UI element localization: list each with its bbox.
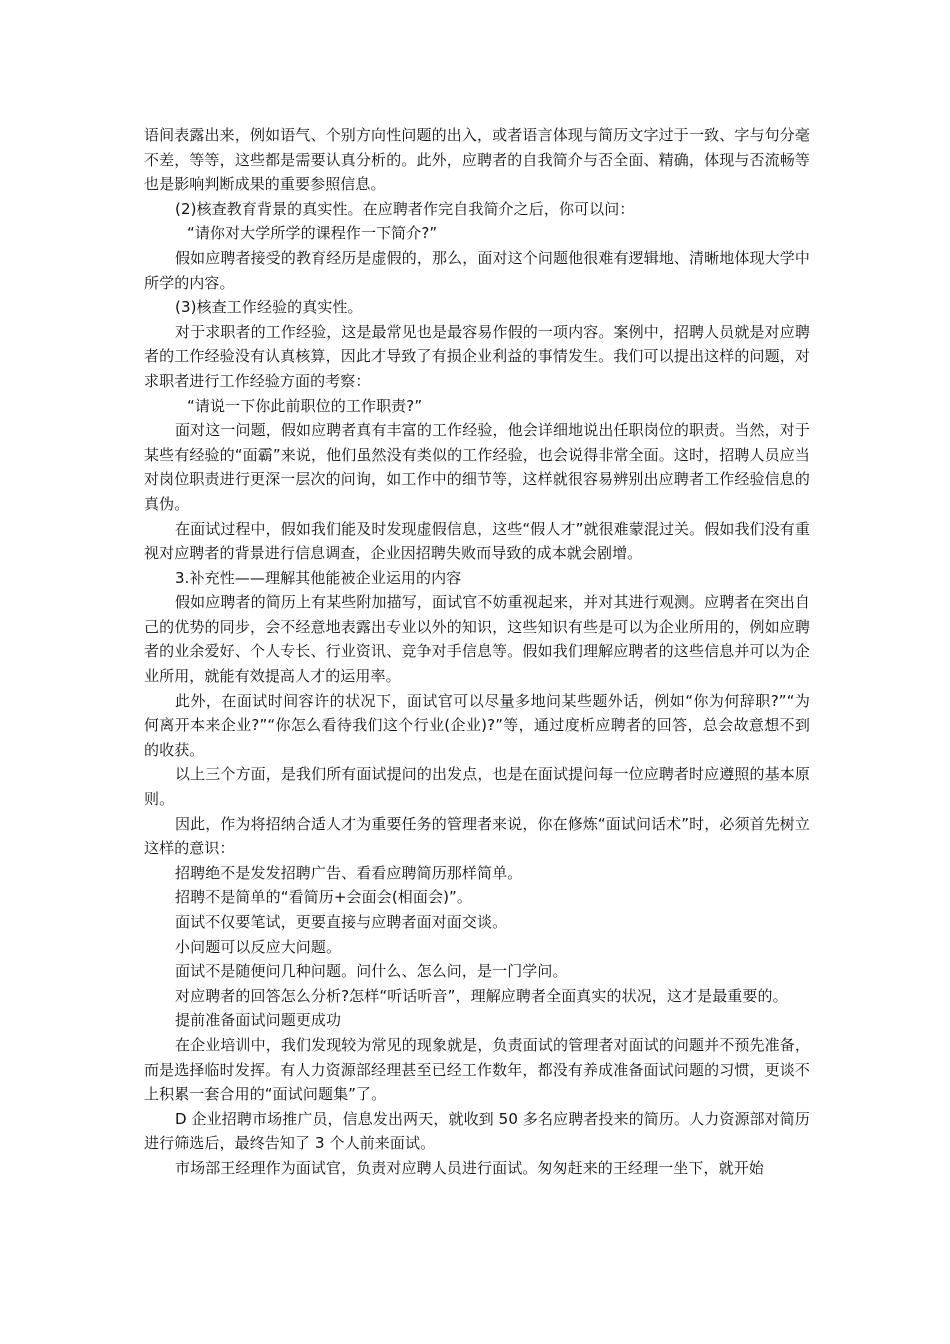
paragraph-list-item: 招聘不是简单的“看简历+会面会(相面会)”。	[175, 888, 473, 907]
paragraph: 因此，作为将招纳合适人才为重要任务的管理者来说，你在修炼“面试问话术”时，必须首先树立这样的意识：	[144, 814, 810, 858]
paragraph: 面对这一问题，假如应聘者真有丰富的工作经验，他会详细地说出任职岗位的职责。当然，对于某些有经验的“面霸”来说，他们虽然没有类似的工作经验，也会说得非常全面。这时，招聘人员应当对岗位职责进行更深一层次的问询，如工作中的细节等，这样就很容易辨别出应聘者工作经验信息的真伪。	[144, 421, 810, 513]
paragraph: 对于求职者的工作经验，这是最常见也是最容易作假的一项内容。案例中，招聘人员就是对应聘者的工作经验没有认真核算，因此才导致了有损企业利益的事情发生。我们可以提出这样的问题，对求职者进行工作经验方面的考察：	[144, 322, 810, 390]
paragraph-list-item: 面试不是随便问几种问题。问什么、怎么问，是一门学问。	[175, 962, 568, 981]
paragraph: D 企业招聘市场推广员，信息发出两天，就收到 50 多名应聘者投来的简历。人力资源部对简历进行筛选后，最终告知了 3 个人前来面试。	[144, 1109, 810, 1153]
paragraph: 在面试过程中，假如我们能及时发现虚假信息，这些“假人才”就很难蒙混过关。假如我们没有重视对应聘者的背景进行信息调查，企业因招聘失败而导致的成本就会剧增。	[144, 519, 810, 563]
paragraph-quote: “请说一下你此前职位的工作职责?”	[187, 396, 423, 415]
paragraph-quote: “请你对大学所学的课程作一下简介?”	[187, 224, 438, 243]
paragraph-heading: (3)核查工作经验的真实性。	[175, 298, 363, 317]
paragraph: 假如应聘者接受的教育经历是虚假的，那么，面对这个问题他很难有逻辑地、清晰地体现大学中所学的内容。	[144, 248, 810, 292]
paragraph-list-item: 面试不仅要笔试，更要直接与应聘者面对面交谈。	[175, 913, 508, 931]
paragraph: 此外，在面试时间容许的状况下，面试官可以尽量多地问某些题外话，例如“你为何辞职?”“为何离开本来企业?”“你怎么看待我们这个行业(企业)?”等，通过度析应聘者的回答，总会故意想不到的收获。	[144, 691, 810, 759]
paragraph: 以上三个方面，是我们所有面试提问的出发点，也是在面试提问每一位应聘者时应遵照的基本原则。	[144, 765, 810, 809]
paragraph-heading: 提前准备面试问题更成功	[175, 1011, 342, 1030]
paragraph-list-item: 小问题可以反应大问题。	[175, 937, 342, 956]
paragraph: 市场部王经理作为面试官，负责对应聘人员进行面试。匆匆赶来的王经理一坐下，就开始	[175, 1158, 764, 1177]
paragraph-heading: 3.补充性——理解其他能被企业运用的内容	[175, 568, 462, 587]
document-body	[144, 123, 810, 1181]
paragraph-list-item: 对应聘者的回答怎么分析?怎样“听话听音”，理解应聘者全面真实的状况，这才是最重要的。	[175, 986, 788, 1005]
paragraph-list-item: 招聘绝不是发发招聘广告、看看应聘简历那样简单。	[175, 863, 523, 882]
paragraph: 语间表露出来，例如语气、个别方向性问题的出入，或者语言体现与简历文字过于一致、字与句分毫不差，等等，这些都是需要认真分析的。此外，应聘者的自我简介与否全面、精确，体现与否流畅等也是影响判断成果的重要参照信息。	[144, 126, 810, 194]
paragraph: (2)核查教育背景的真实性。在应聘者作完自我简介之后，你可以问：	[175, 199, 635, 218]
paragraph: 假如应聘者的简历上有某些附加描写，面试官不妨重视起来，并对其进行观测。应聘者在突出自己的优势的同步，会不经意地表露出专业以外的知识，这些知识有些是可以为企业所用的，例如应聘者的业余爱好、个人专长、行业资讯、竞争对手信息等。假如我们理解应聘者的这些信息并可以为企业所用，就能有效提高人才的运用率。	[144, 593, 810, 686]
paragraph: 在企业培训中，我们发现较为常见的现象就是，负责面试的管理者对面试的问题并不预先准备，而是选择临时发挥。有人力资源部经理甚至已经工作数年，都没有养成准备面试问题的习惯，更谈不上积累一套合用的“面试问题集”了。	[144, 1035, 810, 1104]
